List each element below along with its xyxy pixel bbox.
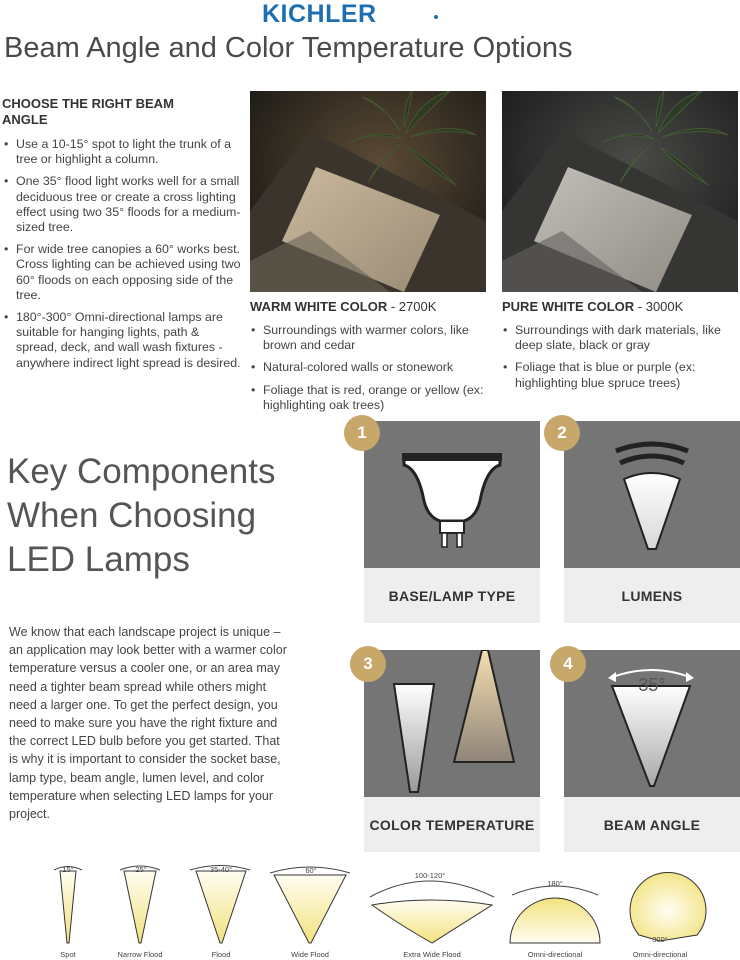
beam-types-diagram [0,855,740,960]
pure-white-photo [502,91,738,292]
color-temperature-beams-icon [364,650,540,797]
flood-beam-icon [190,866,250,944]
card-image [364,650,540,797]
title-line: LED Lamps [7,540,190,579]
step-badge: 3 [350,646,386,682]
beam-type-label: Extra Wide Flood [403,950,461,959]
omni-300-beam-icon [630,872,706,941]
warm-white-kelvin: - 2700K [387,299,437,314]
list-item: • For wide tree canopies a 60° works best. Cross lighting can be achieved using two 60° floods on each opposing side of the tree. [2,242,242,303]
pure-white-title: PURE WHITE COLOR [502,299,635,314]
list-item: • Foliage that is red, orange or yellow (ex: highlighting oak trees) [249,383,489,413]
omni-180-beam-icon [510,886,600,943]
beam-angle-label: 100-120° [414,871,446,880]
beam-angle-label: 35-40° [209,865,233,874]
key-components-title [7,450,327,582]
beam-angle-value: 35° [638,675,666,695]
card-color-temperature [364,650,540,852]
list-item: • One 35° flood light works well for a small deciduous tree or create a cross lighting effect using two 35° floods for a medium-sized tree. [2,174,242,235]
beam-angle-list [2,137,242,378]
pure-white-list [501,323,740,398]
beam-angle-label: 25° [135,865,147,874]
card-label: COLOR TEMPERATURE [364,797,540,852]
card-image [364,421,540,568]
card-image [564,650,740,797]
step-badge: 4 [550,646,586,682]
beam-type-label: Narrow Flood [117,950,163,959]
beam-type-label: Flood [211,950,231,959]
spot-beam-icon [54,867,82,944]
list-item: • Surroundings with dark materials, like deep slate, black or gray [501,323,740,353]
card-beam-angle [564,650,740,852]
wide-flood-beam-icon [270,867,350,943]
beam-type-label: Omni-directional [632,950,688,959]
card-label: LUMENS [564,568,740,623]
lamp-bulb-icon [364,421,540,568]
lumens-beam-icon [564,421,740,568]
beam-type-label: Wide Flood [291,950,329,959]
list-item: • Natural-colored walls or stonework [249,360,489,375]
warm-white-list [249,323,489,420]
narrow-flood-beam-icon [120,866,160,943]
card-label: BASE/LAMP TYPE [364,568,540,623]
card-image [564,421,740,568]
kichler-logo: KICHLER [262,0,377,28]
pure-white-kelvin: - 3000K [634,299,684,314]
logo-registered-dot [434,15,438,19]
list-item: • Surroundings with warmer colors, like brown and cedar [249,323,489,353]
card-lumens [557,421,740,623]
title-line: Key Components [7,452,276,491]
card-label: BEAM ANGLE [564,797,740,852]
beam-angle-label: 300° [652,935,668,944]
beam-type-label: Omni-directional [527,950,583,959]
beam-angle-icon [564,650,740,797]
warm-white-title: WARM WHITE COLOR [250,299,388,314]
list-item: • Use a 10-15° spot to light the trunk of a tree or highlight a column. [2,137,242,167]
card-base-lamp-type [357,421,540,623]
warm-white-heading [250,299,436,314]
beam-angle-label: 180° [547,879,563,888]
beam-angle-label: 60° [305,866,317,875]
beam-angle-heading: CHOOSE THE RIGHT BEAM ANGLE [2,96,174,127]
extra-wide-flood-beam-icon [370,881,494,943]
step-badge: 1 [344,415,380,451]
warm-white-photo [250,91,486,292]
intro-paragraph: We know that each landscape project is unique – an application may look better with a warmer color temperature versus a cooler one, or an area may need a tighter beam spread while others might need a larger one. To get the perfect design, you need to make sure you have the right fixture and the correct LED bulb before you get started. That is why it is important to consider the socket base, lamp type, beam angle, lumen level, and color temperature when selecting LED lamps for your project. [9,625,287,822]
pure-white-heading [502,299,683,314]
page-title: Beam Angle and Color Temperature Options [4,32,573,64]
title-line: When Choosing [7,496,257,535]
list-item: • Foliage that is blue or purple (ex: highlighting blue spruce trees) [501,360,740,390]
beam-angle-label: 15° [62,865,74,874]
beam-type-label: Spot [60,950,76,959]
list-item: • 180°-300° Omni-directional lamps are suitable for hanging lights, path & spread, deck, and wall wash fixtures - anywhere indirect light spread is desired. [2,310,242,371]
step-badge: 2 [544,415,580,451]
